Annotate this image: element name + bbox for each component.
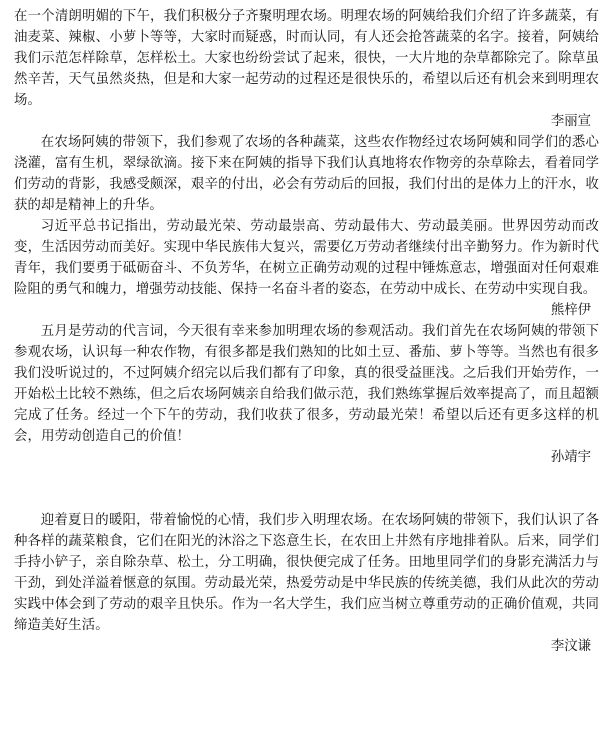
reflection-paragraph: 在一个清朗明媚的下午，我们积极分子齐聚明理农场。明理农场的阿姨给我们介绍了许多蔬菜，有油麦菜、辣椒、小萝卜等等，大家时而疑惑，时而认同，有人还会抢答蔬菜的名字。接着，阿姨给我们示范怎样除草，怎样松土。大家也纷纷尝试了起来，很快，一大片地的杂草都除完了。除草虽然辛苦，天气虽然炎热，但是和大家一起劳动的过程还是很快乐的，希望以后还有机会来到明理农场。	[14, 9, 599, 108]
author-name: 孙靖宇	[550, 450, 591, 465]
author-name: 李丽宣	[550, 114, 591, 129]
section-spacer	[14, 468, 599, 510]
reflection-paragraph: 习近平总书记指出，劳动最光荣、劳动最崇高、劳动最伟大、劳动最美丽。世界因劳动而改变，生活因劳动而美好。实现中华民族伟大复兴，需要亿万劳动者继续付出辛勤努力。作为新时代青年，我们要勇于砥砺奋斗、不负芳华，在树立正确劳动观的过程中锤炼意志，增强面对任何艰难险阻的勇气和魄力，增强劳动技能、保持一名奋斗者的姿态，在劳动中成长、在劳动中实现自我。	[14, 219, 599, 297]
reflection-1	[14, 6, 599, 132]
reflection-4	[14, 510, 599, 657]
reflection-paragraph: 迎着夏日的暖阳，带着愉悦的心情，我们步入明理农场。在农场阿姨的带领下，我们认识了各种各样的蔬菜粮食，它们在阳光的沐浴之下恣意生长，在农田上井然有序地排着队。后来，同学们手持小铲子，亲自除杂草、松土，分工明确，很快便完成了任务。田地里同学们的身影充满活力与干劲，到处洋溢着惬意的氛围。劳动最光荣，热爱劳动是中华民族的传统美德，我们从此次的劳动实践中体会到了劳动的艰辛且快乐。作为一名大学生，我们应当树立尊重劳动的正确价值观，共同缔造美好生活。	[14, 513, 599, 633]
author-name: 熊梓伊	[550, 303, 591, 318]
reflection-3	[14, 321, 599, 468]
author-name: 李汶谦	[550, 639, 591, 654]
reflection-paragraph: 五月是劳动的代言词，今天很有幸来参加明理农场的参观活动。我们首先在农场阿姨的带领下参观农场，认识每一种农作物，有很多都是我们熟知的比如土豆、番茄、萝卜等等。当然也有很多我们没听说过的，不过阿姨介绍完以后我们都有了印象，真的很受益匪浅。之后我们开始劳作，一开始松土比较不熟练，但之后农场阿姨亲自给我们做示范，我们熟练掌握后效率提高了，而且超额完成了任务。经过一个下午的劳动，我们收获了很多，劳动最光荣！希望以后还有更多这样的机会，用劳动创造自己的价值！	[14, 324, 599, 444]
reflection-2	[14, 132, 599, 321]
reflection-paragraph: 在农场阿姨的带领下，我们参观了农场的各种蔬菜，这些农作物经过农场阿姨和同学们的悉心浇灌，富有生机，翠绿欲滴。接下来在阿姨的指导下我们认真地将农作物旁的杂草除去，看着同学们劳动的背影，我感受颇深，艰辛的付出，必会有劳动后的回报，我们付出的是体力上的汗水，收获的却是精神上的升华。	[14, 135, 599, 213]
